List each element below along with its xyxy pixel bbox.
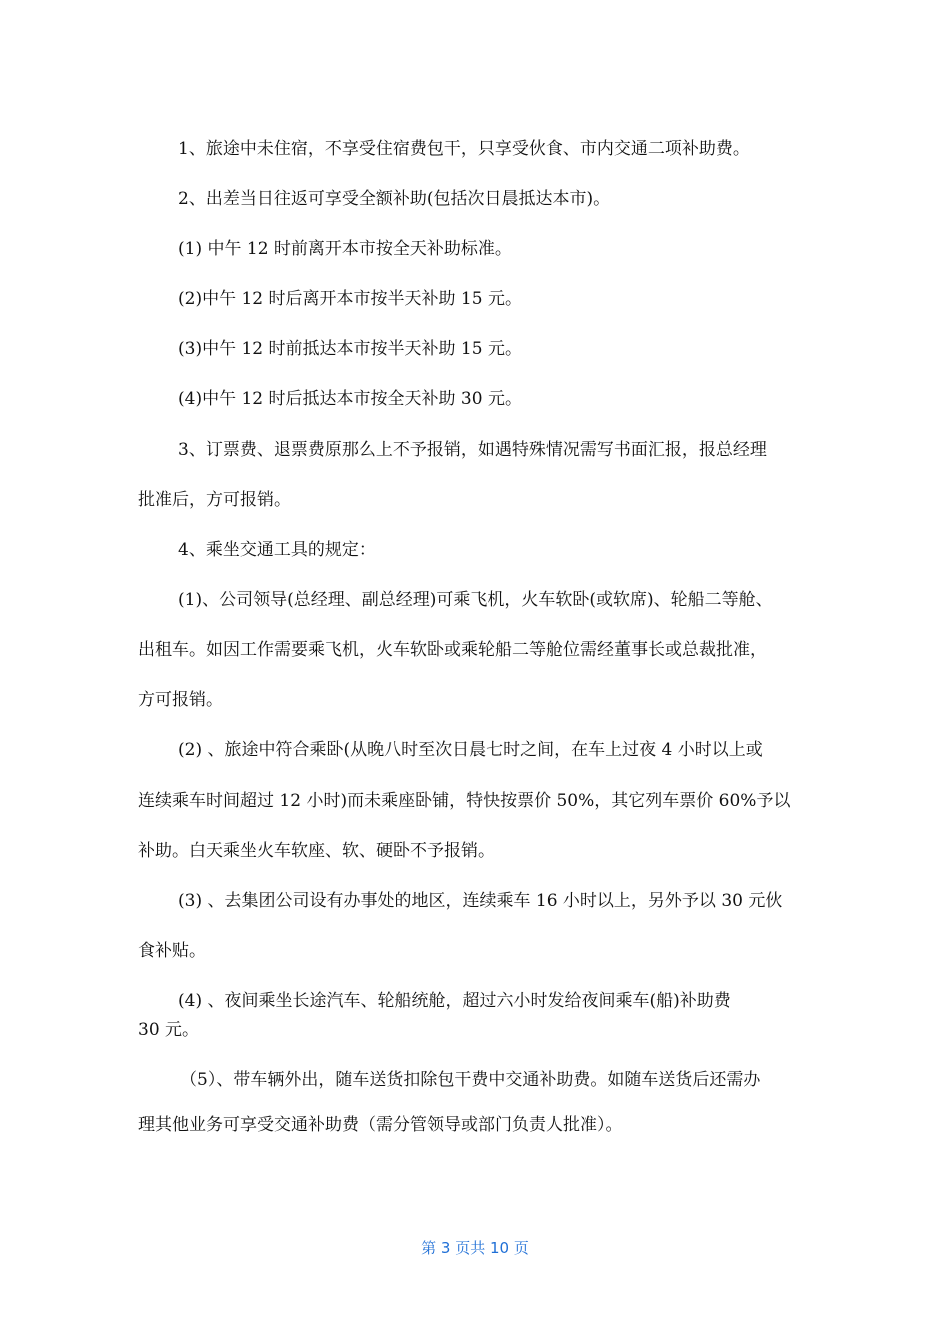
text-line: （5）、带车辆外出，随车送货扣除包干费中交通补助费。如随车送货后还需办 [180, 1070, 761, 1090]
text-line: (1)、公司领导(总经理、副总经理)可乘飞机，火车软卧(或软席)、轮船二等舱、 [178, 590, 773, 610]
text-line: 补助。白天乘坐火车软座、软、硬卧不予报销。 [138, 841, 495, 861]
text-line: 连续乘车时间超过 12 小时)而未乘座卧铺，特快按票价 50%，其它列车票价 60%予以 [138, 791, 791, 811]
text-line: (2) 、旅途中符合乘卧(从晚八时至次日晨七时之间，在车上过夜 4 小时以上或 [178, 740, 763, 760]
text-line: 1、旅途中未住宿，不享受住宿费包干，只享受伙食、市内交通二项补助费。 [178, 139, 750, 159]
text-line: (4)中午 12 时后抵达本市按全天补助 30 元。 [178, 389, 522, 409]
text-line: 3、订票费、退票费原那么上不予报销，如遇特殊情况需写书面汇报，报总经理 [178, 440, 767, 460]
page-number: 第 3 页共 10 页 [421, 1239, 529, 1257]
text-line: 4、乘坐交通工具的规定： [178, 540, 376, 560]
text-line: 方可报销。 [138, 690, 223, 710]
text-line: (3)中午 12 时前抵达本市按半天补助 15 元。 [178, 339, 522, 359]
text-line: 2、出差当日往返可享受全额补助(包括次日晨抵达本市)。 [178, 189, 611, 209]
text-line: 理其他业务可享受交通补助费（需分管领导或部门负责人批准）。 [138, 1115, 623, 1135]
text-line: 出租车。如因工作需要乘飞机，火车软卧或乘轮船二等舱位需经董事长或总裁批准， [138, 640, 767, 660]
text-line: (1) 中午 12 时前离开本市按全天补助标准。 [178, 239, 512, 259]
text-line: (2)中午 12 时后离开本市按半天补助 15 元。 [178, 289, 522, 309]
text-line: 批准后，方可报销。 [138, 490, 291, 510]
text-line: 食补贴。 [138, 941, 206, 961]
text-line: (4) 、夜间乘坐长途汽车、轮船统舱，超过六小时发给夜间乘车(船)补助费 [178, 991, 731, 1011]
text-line: 30 元。 [138, 1020, 200, 1040]
text-line: (3) 、去集团公司设有办事处的地区，连续乘车 16 小时以上，另外予以 30 元伙 [178, 891, 783, 911]
